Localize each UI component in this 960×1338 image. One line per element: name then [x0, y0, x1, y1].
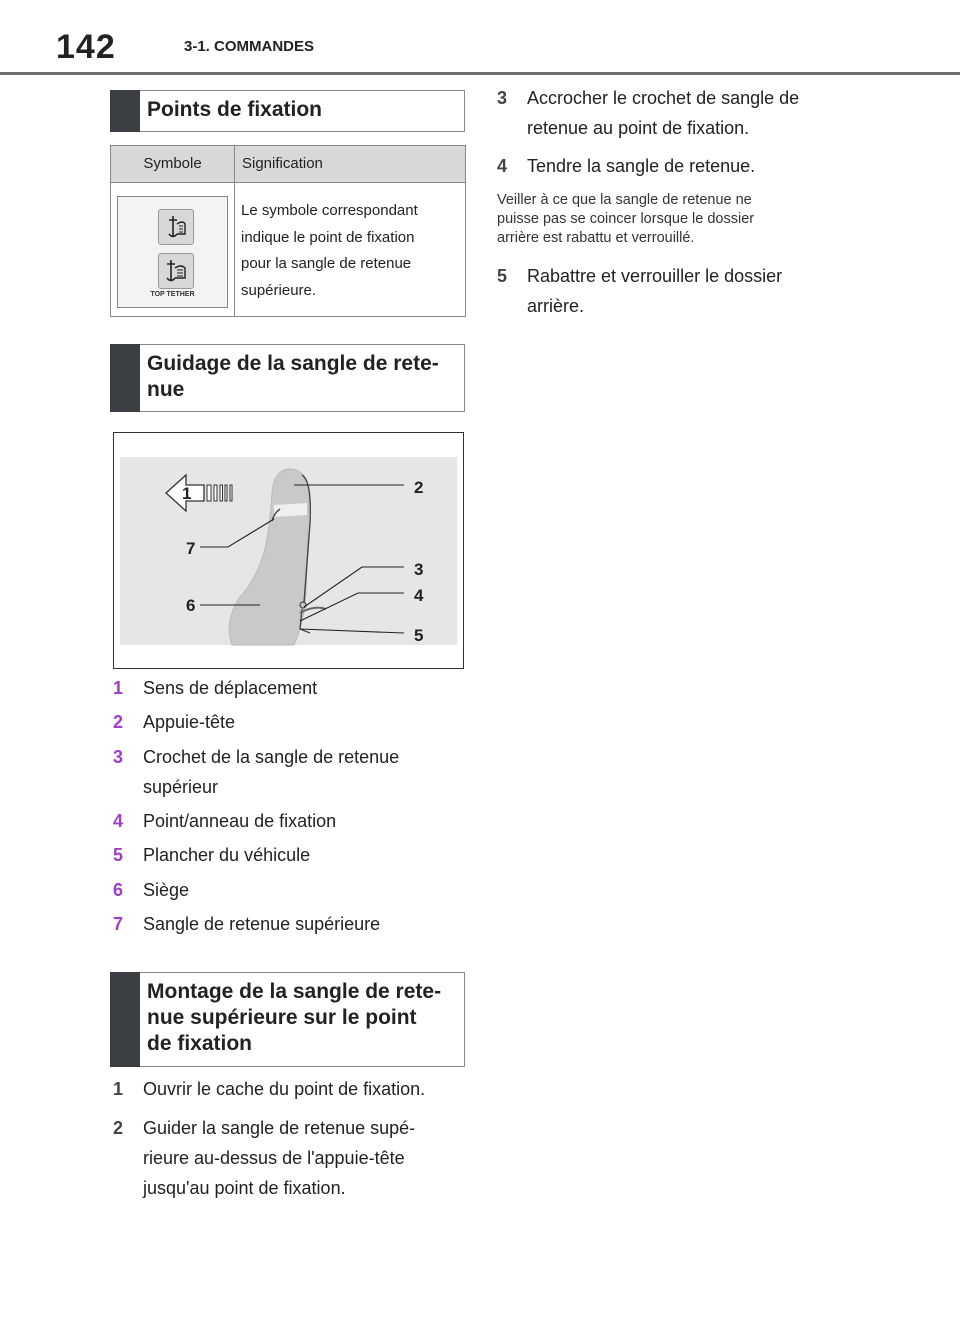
desc-line: supérieure. — [241, 281, 317, 299]
top-tether-label: TOP TETHER — [150, 291, 195, 298]
section-title-line: de fixation — [147, 1032, 253, 1055]
section-title-line: Montage de la sangle de rete- — [147, 980, 442, 1003]
section-header-guidage — [110, 344, 465, 412]
step-item — [113, 1113, 473, 1203]
legend-text: Sens de déplacement — [143, 678, 318, 698]
step-text-block — [527, 83, 857, 143]
step-text: Tendre la sangle de retenue. — [527, 156, 756, 176]
top-tether-symbol — [117, 196, 228, 308]
legend-text: Crochet de la sangle de retenue — [143, 747, 400, 767]
section-title-line: nue supérieure sur le point — [147, 1006, 417, 1029]
table-header-signification: Signification — [242, 155, 323, 172]
step-text: jusqu'au point de fixation. — [143, 1178, 346, 1198]
table-divider — [234, 146, 235, 316]
section-header-points-fixation — [110, 90, 465, 132]
step-text: retenue au point de fixation. — [527, 118, 750, 138]
header-rule — [0, 72, 960, 75]
table-description — [241, 198, 451, 304]
legend-item — [113, 673, 463, 703]
section-title-line: nue — [147, 378, 185, 401]
callout-3: 3 — [414, 560, 424, 579]
step-text: Accrocher le crochet de sangle de — [527, 88, 800, 108]
legend-number: 3 — [113, 747, 124, 767]
callout-4: 4 — [414, 586, 424, 605]
desc-line: pour la sangle de retenue — [241, 255, 412, 272]
step-number: 3 — [497, 88, 508, 108]
legend-item — [113, 875, 463, 905]
callout-7: 7 — [186, 539, 196, 558]
callout-1: 1 — [182, 484, 192, 503]
legend-number: 2 — [113, 712, 124, 732]
child-seat-anchor-icon — [158, 209, 194, 245]
note-text — [497, 191, 827, 248]
chapter-title: 3-1. COMMANDES — [184, 38, 315, 55]
desc-line: indique le point de fixation — [241, 228, 415, 246]
step-text: rieure au-dessus de l'appuie-tête — [143, 1148, 405, 1168]
legend-text: Appuie-tête — [143, 712, 236, 732]
step-number: 5 — [497, 266, 508, 286]
legend-item — [113, 909, 463, 939]
callout-2: 2 — [414, 478, 424, 497]
desc-line: Le symbole correspondant — [241, 202, 418, 219]
note-line: Veiller à ce que la sangle de retenue ne — [497, 192, 752, 208]
step-text-block — [527, 261, 857, 321]
callout-5: 5 — [414, 626, 424, 645]
step-text: Rabattre et verrouiller le dossier — [527, 266, 783, 286]
table-header-symbole: Symbole — [143, 155, 202, 172]
legend-item — [113, 742, 463, 802]
section-title-line: Guidage de la sangle de rete- — [147, 352, 439, 375]
child-seat-anchor-icon — [158, 253, 194, 289]
legend-text-block — [143, 742, 463, 802]
legend-number: 4 — [113, 811, 124, 831]
step-number: 2 — [113, 1118, 124, 1138]
step-text: Ouvrir le cache du point de fixation. — [143, 1079, 426, 1099]
section-bar — [110, 90, 140, 132]
section-bar — [110, 344, 140, 412]
step-text: Guider la sangle de retenue supé- — [143, 1118, 416, 1138]
section-title — [147, 351, 456, 403]
step-text-block — [143, 1113, 473, 1203]
section-header-montage — [110, 972, 465, 1067]
step-number: 1 — [113, 1079, 124, 1099]
section-title: Points de fixation — [147, 98, 323, 121]
tether-strap-diagram — [113, 432, 464, 669]
section-bar — [110, 972, 140, 1067]
legend-text: supérieur — [143, 777, 219, 797]
step-item — [497, 83, 857, 143]
step-item — [497, 151, 857, 181]
symbol-table — [110, 145, 466, 317]
legend-item — [113, 840, 463, 870]
note-line: puisse pas se coincer lorsque le dossier — [497, 211, 755, 227]
callout-6: 6 — [186, 596, 196, 615]
step-number: 4 — [497, 156, 508, 176]
page-number: 142 — [56, 28, 116, 66]
legend-number: 6 — [113, 880, 124, 900]
legend-number: 5 — [113, 845, 124, 865]
step-item — [113, 1074, 473, 1104]
section-title — [147, 979, 456, 1057]
legend-item — [113, 806, 463, 836]
legend-number: 1 — [113, 678, 124, 698]
legend-item — [113, 707, 463, 737]
legend-text: Siège — [143, 880, 190, 900]
legend-text: Point/anneau de fixation — [143, 811, 337, 831]
note-line: arrière est rabattu et verrouillé. — [497, 230, 695, 246]
legend-text: Sangle de retenue supérieure — [143, 914, 381, 934]
legend-text: Plancher du véhicule — [143, 845, 311, 865]
step-text: arrière. — [527, 296, 585, 316]
step-item — [497, 261, 857, 321]
legend-number: 7 — [113, 914, 124, 934]
